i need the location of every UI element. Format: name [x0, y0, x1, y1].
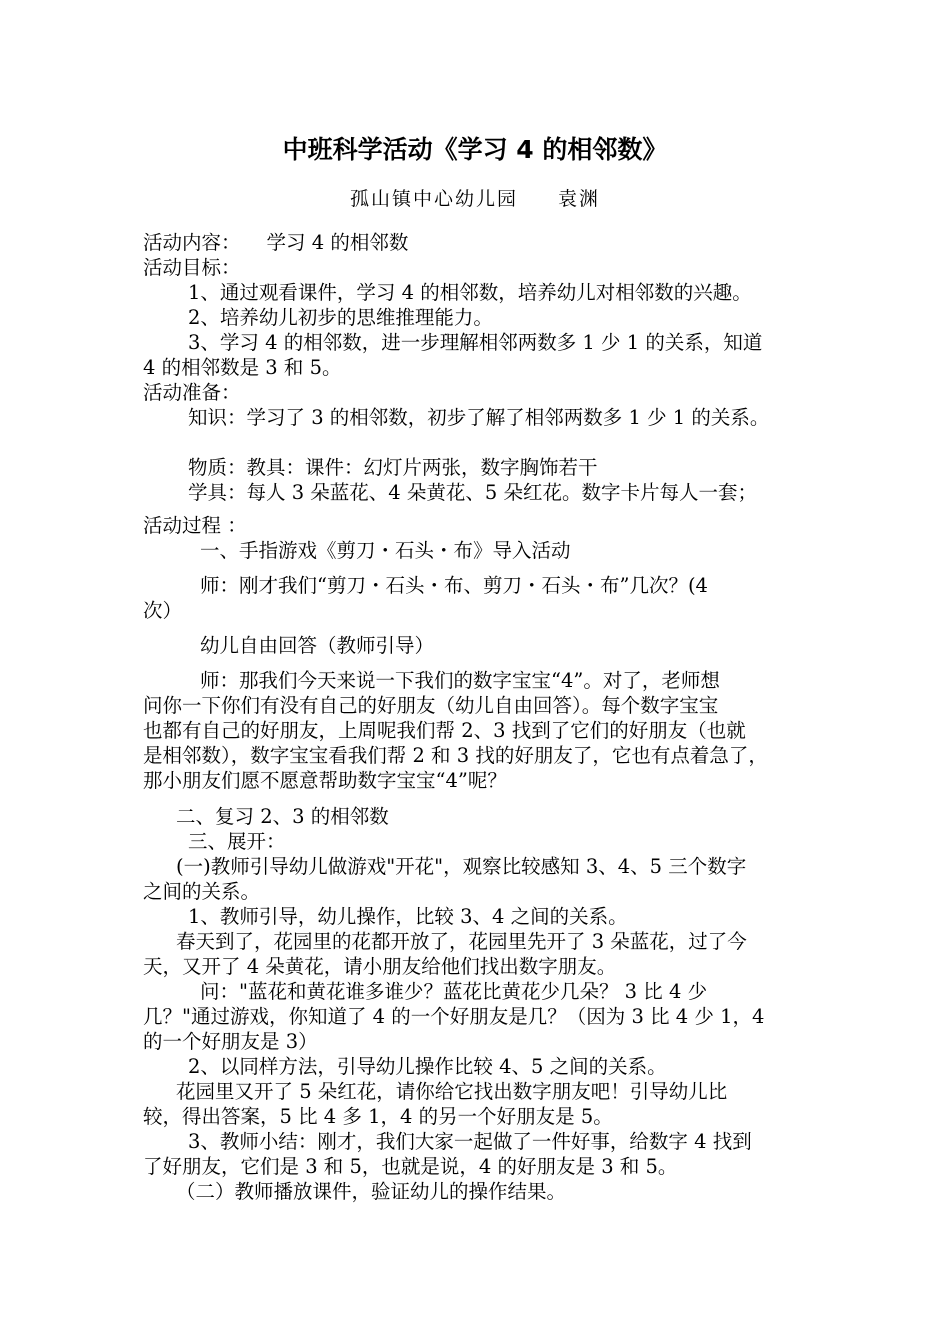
step-3-part-1-item-1: 1、教师引导，幼儿操作，比较 3、4 之间的关系。 — [188, 905, 628, 928]
step-3-part-1-line-1: (一)教师引导幼儿做游戏"开花"，观察比较感知 3、4、5 三个数字 — [176, 855, 747, 878]
step-1-question-line-1: 师：刚才我们“剪刀・石头・布、剪刀・石头・布”几次？(4 — [200, 574, 708, 597]
author-line — [0, 186, 950, 212]
step-1-answer: 幼儿自由回答（教师引导） — [200, 634, 435, 657]
step-3-part-1-line-2: 之间的关系。 — [143, 880, 261, 903]
content-label: 活动内容： — [143, 231, 241, 254]
step-1-question-line-2: 次） — [143, 599, 183, 622]
goal-3-line-2: 4 的相邻数是 3 和 5。 — [143, 356, 342, 379]
prep-label: 活动准备： — [143, 381, 241, 404]
goals-label: 活动目标： — [143, 256, 241, 279]
prep-tools: 学具：每人 3 朵蓝花、4 朵黄花、5 朵红花。数字卡片每人一套； — [188, 481, 758, 504]
step-2-heading: 二、复习 2、3 的相邻数 — [176, 805, 389, 828]
school-name: 孤山镇中心幼儿园 — [349, 188, 518, 210]
goal-3-line-1: 3、学习 4 的相邻数，进一步理解相邻两数多 1 少 1 的关系，知道 — [188, 331, 763, 354]
step-1-heading: 一、手指游戏《剪刀・石头・布》导入活动 — [200, 539, 571, 562]
summary-line-1: 3、教师小结：刚才，我们大家一起做了一件好事，给数字 4 找到 — [188, 1130, 752, 1153]
step-1-para-line-2: 问你一下你们有没有自己的好朋友（幼儿自由回答）。每个数字宝宝 — [143, 694, 719, 717]
document-title: 中班科学活动《学习 4 的相邻数》 — [282, 135, 668, 164]
step-1-para-line-5: 那小朋友们愿不愿意帮助数字宝宝“4”呢？ — [143, 769, 507, 792]
question-line-1: 问："蓝花和黄花谁多谁少？蓝花比黄花少几朵？ 3 比 4 少 — [200, 980, 708, 1003]
step-3-heading: 三、展开： — [188, 830, 286, 853]
question-line-2: 几？"通过游戏，你知道了 4 的一个好朋友是几？（因为 3 比 4 少 1，4 — [143, 1005, 765, 1028]
prep-knowledge: 知识：学习了 3 的相邻数，初步了解了相邻两数多 1 少 1 的关系。 — [188, 406, 770, 429]
step-3-part-1-item-2: 2、以同样方法，引导幼儿操作比较 4、5 之间的关系。 — [188, 1055, 667, 1078]
spring-line-2: 天，又开了 4 朵黄花，请小朋友给他们找出数字朋友。 — [143, 955, 617, 978]
content-line — [143, 230, 408, 256]
step-1-para-line-1: 师：那我们今天来说一下我们的数字宝宝“4”。对了，老师想 — [200, 669, 720, 692]
step-1-para-line-4: 是相邻数），数字宝宝看我们帮 2 和 3 找的好朋友了，它也有点着急了， — [143, 744, 768, 767]
garden-line-2: 较，得出答案，5 比 4 多 1，4 的另一个好朋友是 5。 — [143, 1105, 613, 1128]
author-name: 袁渊 — [558, 188, 601, 210]
process-label: 活动过程 ： — [143, 514, 247, 537]
garden-line-1: 花园里又开了 5 朵红花，请你给它找出数字朋友吧！引导幼儿比 — [176, 1080, 728, 1103]
prep-material: 物质：教具：课件：幻灯片两张，数字胸饰若干 — [188, 456, 598, 479]
content-text: 学习 4 的相邻数 — [266, 231, 409, 254]
step-1-para-line-3: 也都有自己的好朋友，上周呢我们帮 2、3 找到了它们的好朋友（也就 — [143, 719, 746, 742]
spring-line-1: 春天到了，花园里的花都开放了，花园里先开了 3 朵蓝花，过了今 — [176, 930, 747, 953]
step-3-part-2: （二）教师播放课件，验证幼儿的操作结果。 — [176, 1180, 567, 1203]
goal-1: 1、通过观看课件，学习 4 的相邻数，培养幼儿对相邻数的兴趣。 — [188, 281, 752, 304]
question-line-3: 的一个好朋友是 3） — [143, 1030, 318, 1053]
goal-2: 2、培养幼儿初步的思维推理能力。 — [188, 306, 493, 329]
summary-line-2: 了好朋友，它们是 3 和 5，也就是说，4 的好朋友是 3 和 5。 — [143, 1155, 678, 1178]
